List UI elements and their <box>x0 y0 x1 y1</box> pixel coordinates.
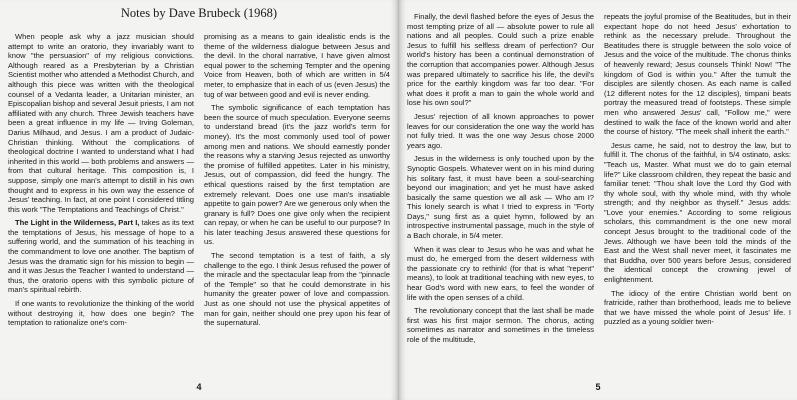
paragraph: When people ask why a jazz musician should attempt to write an oratorio, they invariably want to know "the persuasion" of my religious convictions. Although reared as a Presbyterian by a Christian Scientist mother who attended a Methodist Church, and although this piece was written with the theological counsel of a Vedanta leader, a Unitarian minister, an Episcopalian bishop and several Jesuit priests, I am not affiliated with any church. Three Jewish teachers have been a great influence in my life — Irving Goleman, Darius Milhaud, and Jesus. I am a product of Judaic-Christian thinking. Without the complications of theological doctrine I wanted to understand what I had inherited in this world — both problems and answers — from that cultural heritage. This composition is, I suppose, simply one man's attempt to distill in his own thought and to express in his own way the essence of Jesus' teaching. In fact, at one point I considered titling this work "The Temptations and Teachings of Christ." <box>8 32 194 214</box>
left-page <box>0 0 398 400</box>
paragraph: The revolutionary concept that the last shall be made first was his first major sermon. The chorus, acting sometimes as narrator and sometimes in the timeless role of the multitude, <box>407 306 594 344</box>
left-column-1 <box>8 32 194 332</box>
paragraph: Jesus came, he said, not to destroy the law, but to fulfill it. The chorus of the faithful, in 5/4 ostinato, asks: "Teach us, Master. What must we do to gain eternal life?" Like classroom children, they repeat the basic and familiar tenet: "Thou shalt love the Lord thy God with thy whole soul, with thy whole mind, with thy whole strength; and thy neighbor as thyself." Jesus adds: "Love your enemies." According to some religious scholars, this commandment is the one new moral concept Jesus brought to the traditional code of the Jews. Although we have been told the minds of the East and the West shall never meet, it fascinates me that Buddha, over 500 years before Jesus, considered the identical concept the crowning jewel of enlightenment. <box>604 140 791 285</box>
section-heading: The Light in the Wilderness, Part I, <box>15 218 140 228</box>
paragraph: Jesus in the wilderness is only touched upon by the Synoptic Gospels. Whatever went on in his mind during his solitary fast, it must have been a soul-searching beyond our imagination; and yet he must have asked basically the same question we all ask — Who am I? This lonely search is what I tried to express in "Forty Days," sung first as a quiet hymn, followed by an introspective instrumental passage, much in the style of a Bach chorale, in 5/4 meter. <box>407 154 594 241</box>
page-title: Notes by Dave Brubeck (1968) <box>120 6 278 20</box>
paragraph: The idiocy of the entire Christian world bent on fratricide, rather than brotherhood, leads me to believe that we have missed the whole point of Jesus' life. I puzzled as a young soldier twen- <box>604 288 791 327</box>
page-number: 5 <box>595 382 601 392</box>
left-page-columns <box>8 32 390 332</box>
paragraph: Jesus' rejection of all known approaches to power leaves for our consideration the one way the world has not fully tried. It was the one way Jesus chose 2000 years ago. <box>407 111 594 150</box>
right-column-1 <box>407 12 594 349</box>
paragraph: If one wants to revolutionize the thinking of the world without destroying it, how does one begin? The temptation to rationalize one's com- <box>8 299 194 328</box>
page-number: 4 <box>196 382 202 392</box>
right-page-columns <box>407 12 791 349</box>
paragraph: The symbolic significance of each temptation has been the source of much speculation. Everyone seems to understand bread (it's the jazz world's term for money). It's the most commonly used tool of power among men and nations. We should earnestly ponder the reasons why a starving Jesus rejected as unworthy the promise of fulfilled appetites. Later in his ministry, Jesus, out of compassion, did feed the hungry. The ethical questions raised by the first temptation are extremely relevant. Does one use man's insatiable appetite to gain power? Are we generous only when the granary is full? Does one give only when the recipient can repay, or when he can be useful to our purpose? In his later teaching Jesus answered these questions for us. <box>204 103 390 247</box>
paragraph: The second temptation is a test of faith, a sly challenge to the ego. I think Jesus refused the power of the miracle and the spectacular leap from the "pinnacle of the Temple" so that he could demonstrate in his humanity the greater power of love and compassion. Just as one should not use the physical appetites of man for gain, neither should one prey upon his fear of the supernatural. <box>204 251 390 328</box>
paragraph: When it was clear to Jesus who he was and what he must do, he emerged from the desert wilderness with the passionate cry to rethink! (for that is what "repent" means), to look at traditional teaching with new eyes, to hear God's word with new ears, to feel the wonder of life with the open senses of a child. <box>407 244 594 302</box>
paragraph: Finally, the devil flashed before the eyes of Jesus the most tempting prize of all — absolute power to rule all nations and all peoples. Could such a prize enable Jesus to fulfill his selfless dream of perfection? Our world's history has been a continual demonstration of the corruption that accompanies power. Although Jesus was prepared ultimately to sacrifice his life, the devil's price for the earthly kingdom was far too dear. "For what does it profit a man to gain the whole world and lose his own soul?" <box>407 12 594 108</box>
paragraph: promising as a means to gain idealistic ends is the theme of the wilderness dialogue between Jesus and the devil. In the choral narrative, I have given almost equal power to the scheming Tempter and the opening Voice from Heaven, both of which are written in 5/4 meter, to emphasize that in each of us (even Jesus) the tug of war between good and evil is never ending. <box>204 32 390 99</box>
paragraph <box>8 218 194 295</box>
paragraph-text: takes as its text the temptations of Jesus, his message of hope to a suffering world, and the summation of his teaching in the commandment to love one another. The baptism of Jesus was the dramatic sign for his mission to begin — and it was Jesus the Teacher I wanted to understand — thus, the oratorio opens with this symbolic picture of man's spiritual rebirth. <box>8 218 194 295</box>
left-column-2 <box>204 32 390 332</box>
right-column-2 <box>604 12 791 349</box>
right-page <box>399 0 797 400</box>
paragraph: repeats the joyful promise of the Beatitudes, but in their expectant hope do not heed Jesus' exhortation to rethink as the necessary prelude. Throughout the Beatitudes there is struggle between the solo voice of Jesus and the voice of the multitude. The chorus thinks of heavenly reward; Jesus counsels Think! Now! "The kingdom of God is within you." After the tumult the disciples are silently chosen. As each name is called (12 different notes for the 12 disciples), timpani beats portray the measured tread of footsteps. These simple men who answered Jesus' call, "Follow me," were destined to walk the face of the known world and alter the course of history. "The meek shall inherit the earth." <box>604 12 791 137</box>
